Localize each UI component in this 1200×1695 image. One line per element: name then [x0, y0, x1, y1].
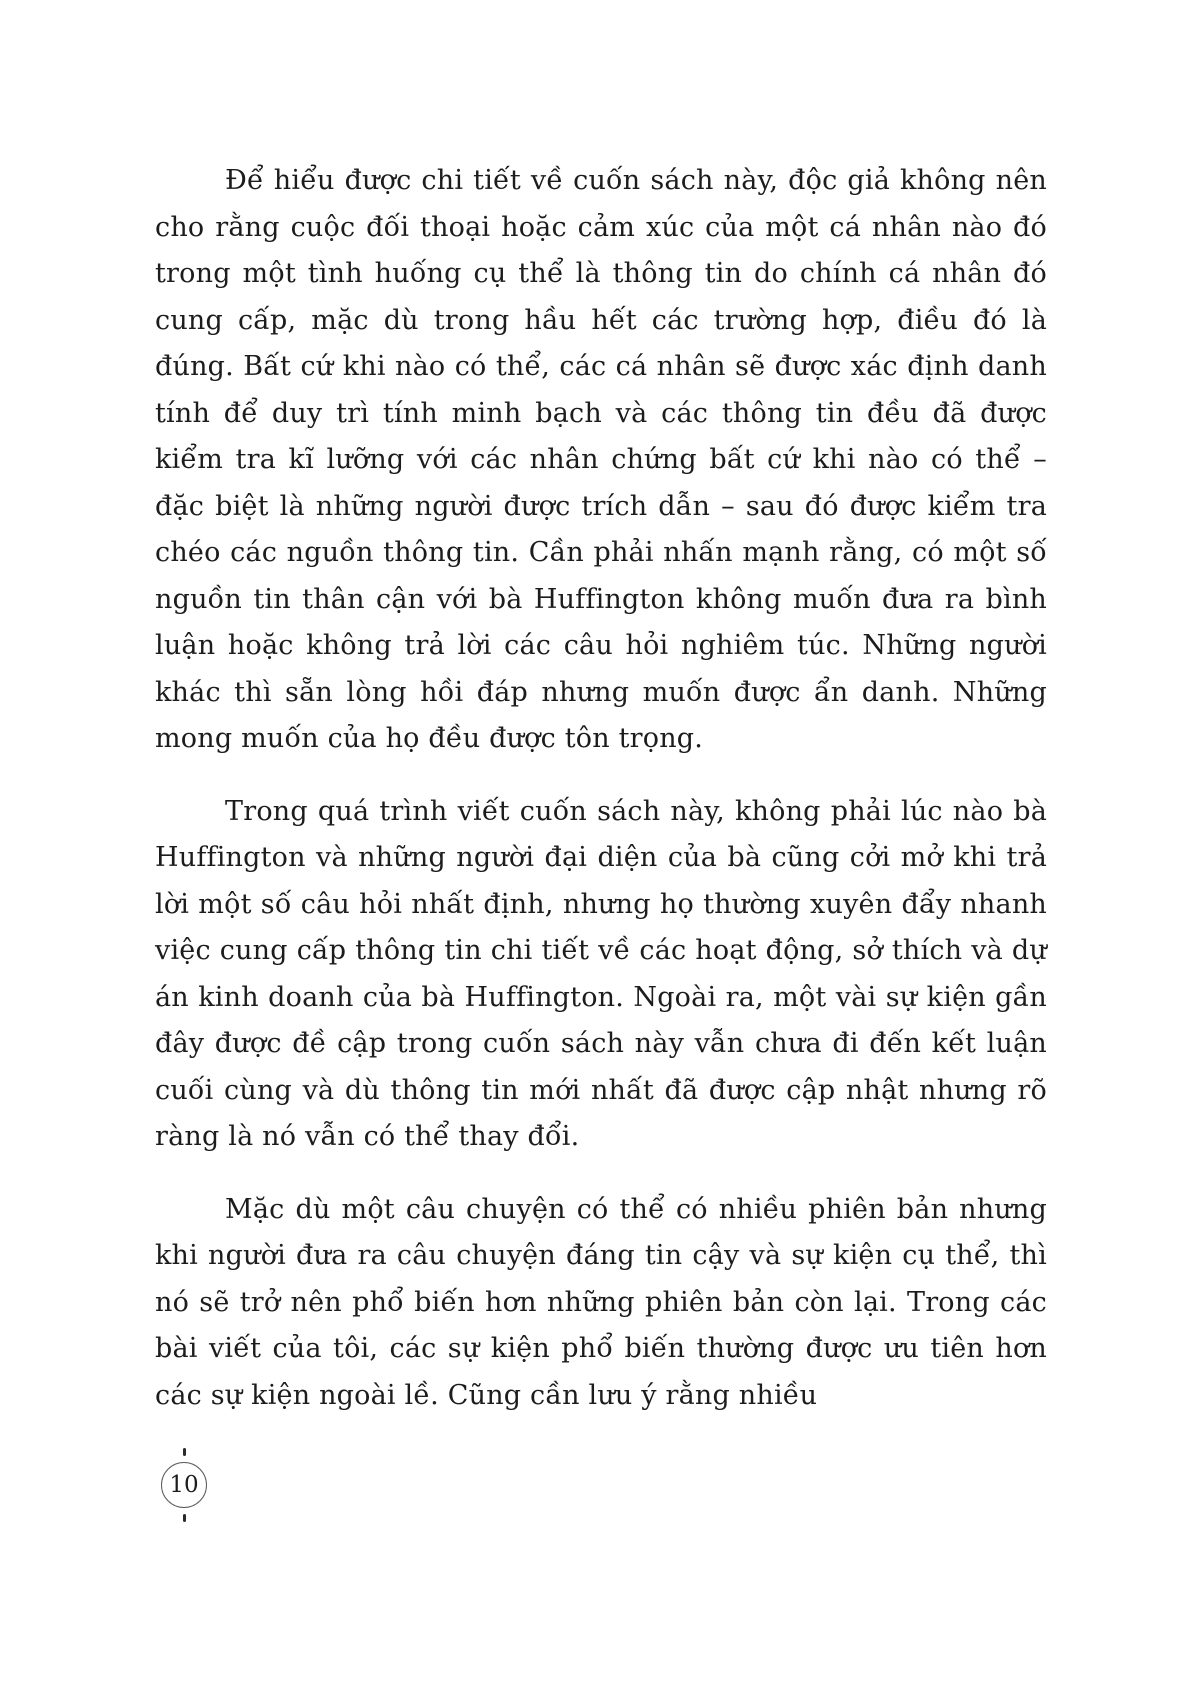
page-number: 10 [169, 1472, 199, 1498]
body-text [155, 158, 1047, 1445]
page-number-badge [161, 1462, 207, 1508]
paragraph-3: Mặc dù một câu chuyện có thể có nhiều phiên bản nhưng khi người đưa ra câu chuyện đáng tin cậy và sự kiện cụ thể, thì nó sẽ trở nên phổ biến hơn những phiên bản còn lại. Trong các bài viết của tôi, các sự kiện phổ biến thường được ưu tiên hơn các sự kiện ngoài lề. Cũng cần lưu ý rằng nhiều [155, 1193, 1047, 1411]
ornament-dot-top [183, 1448, 186, 1456]
paragraph-2: Trong quá trình viết cuốn sách này, không phải lúc nào bà Huffington và những người đại diện của bà cũng cởi mở khi trả lời một số câu hỏi nhất định, nhưng họ thường xuyên đẩy nhanh việc cung cấp thông tin chi tiết về các hoạt động, sở thích và dự án kinh doanh của bà Huffington. Ngoài ra, một vài sự kiện gần đây được đề cập trong cuốn sách này vẫn chưa đi đến kết luận cuối cùng và dù thông tin mới nhất đã được cập nhật nhưng rõ ràng là nó vẫn có thể thay đổi. [155, 795, 1047, 1152]
ornament-dot-bottom [183, 1514, 186, 1522]
paragraph-1: Để hiểu được chi tiết về cuốn sách này, độc giả không nên cho rằng cuộc đối thoại hoặc cảm xúc của một cá nhân nào đó trong một tình huống cụ thể là thông tin do chính cá nhân đó cung cấp, mặc dù trong hầu hết các trường hợp, điều đó là đúng. Bất cứ khi nào có thể, các cá nhân sẽ được xác định danh tính để duy trì tính minh bạch và các thông tin đều đã được kiểm tra kĩ lưỡng với các nhân chứng bất cứ khi nào có thể – đặc biệt là những người được trích dẫn – sau đó được kiểm tra chéo các nguồn thông tin. Cần phải nhấn mạnh rằng, có một số nguồn tin thân cận với bà Huffington không muốn đưa ra bình luận hoặc không trả lời các câu hỏi nghiêm túc. Những người khác thì sẵn lòng hồi đáp nhưng muốn được ẩn danh. Những mong muốn của họ đều được tôn trọng. [155, 165, 1047, 754]
page-footer [158, 1448, 210, 1522]
